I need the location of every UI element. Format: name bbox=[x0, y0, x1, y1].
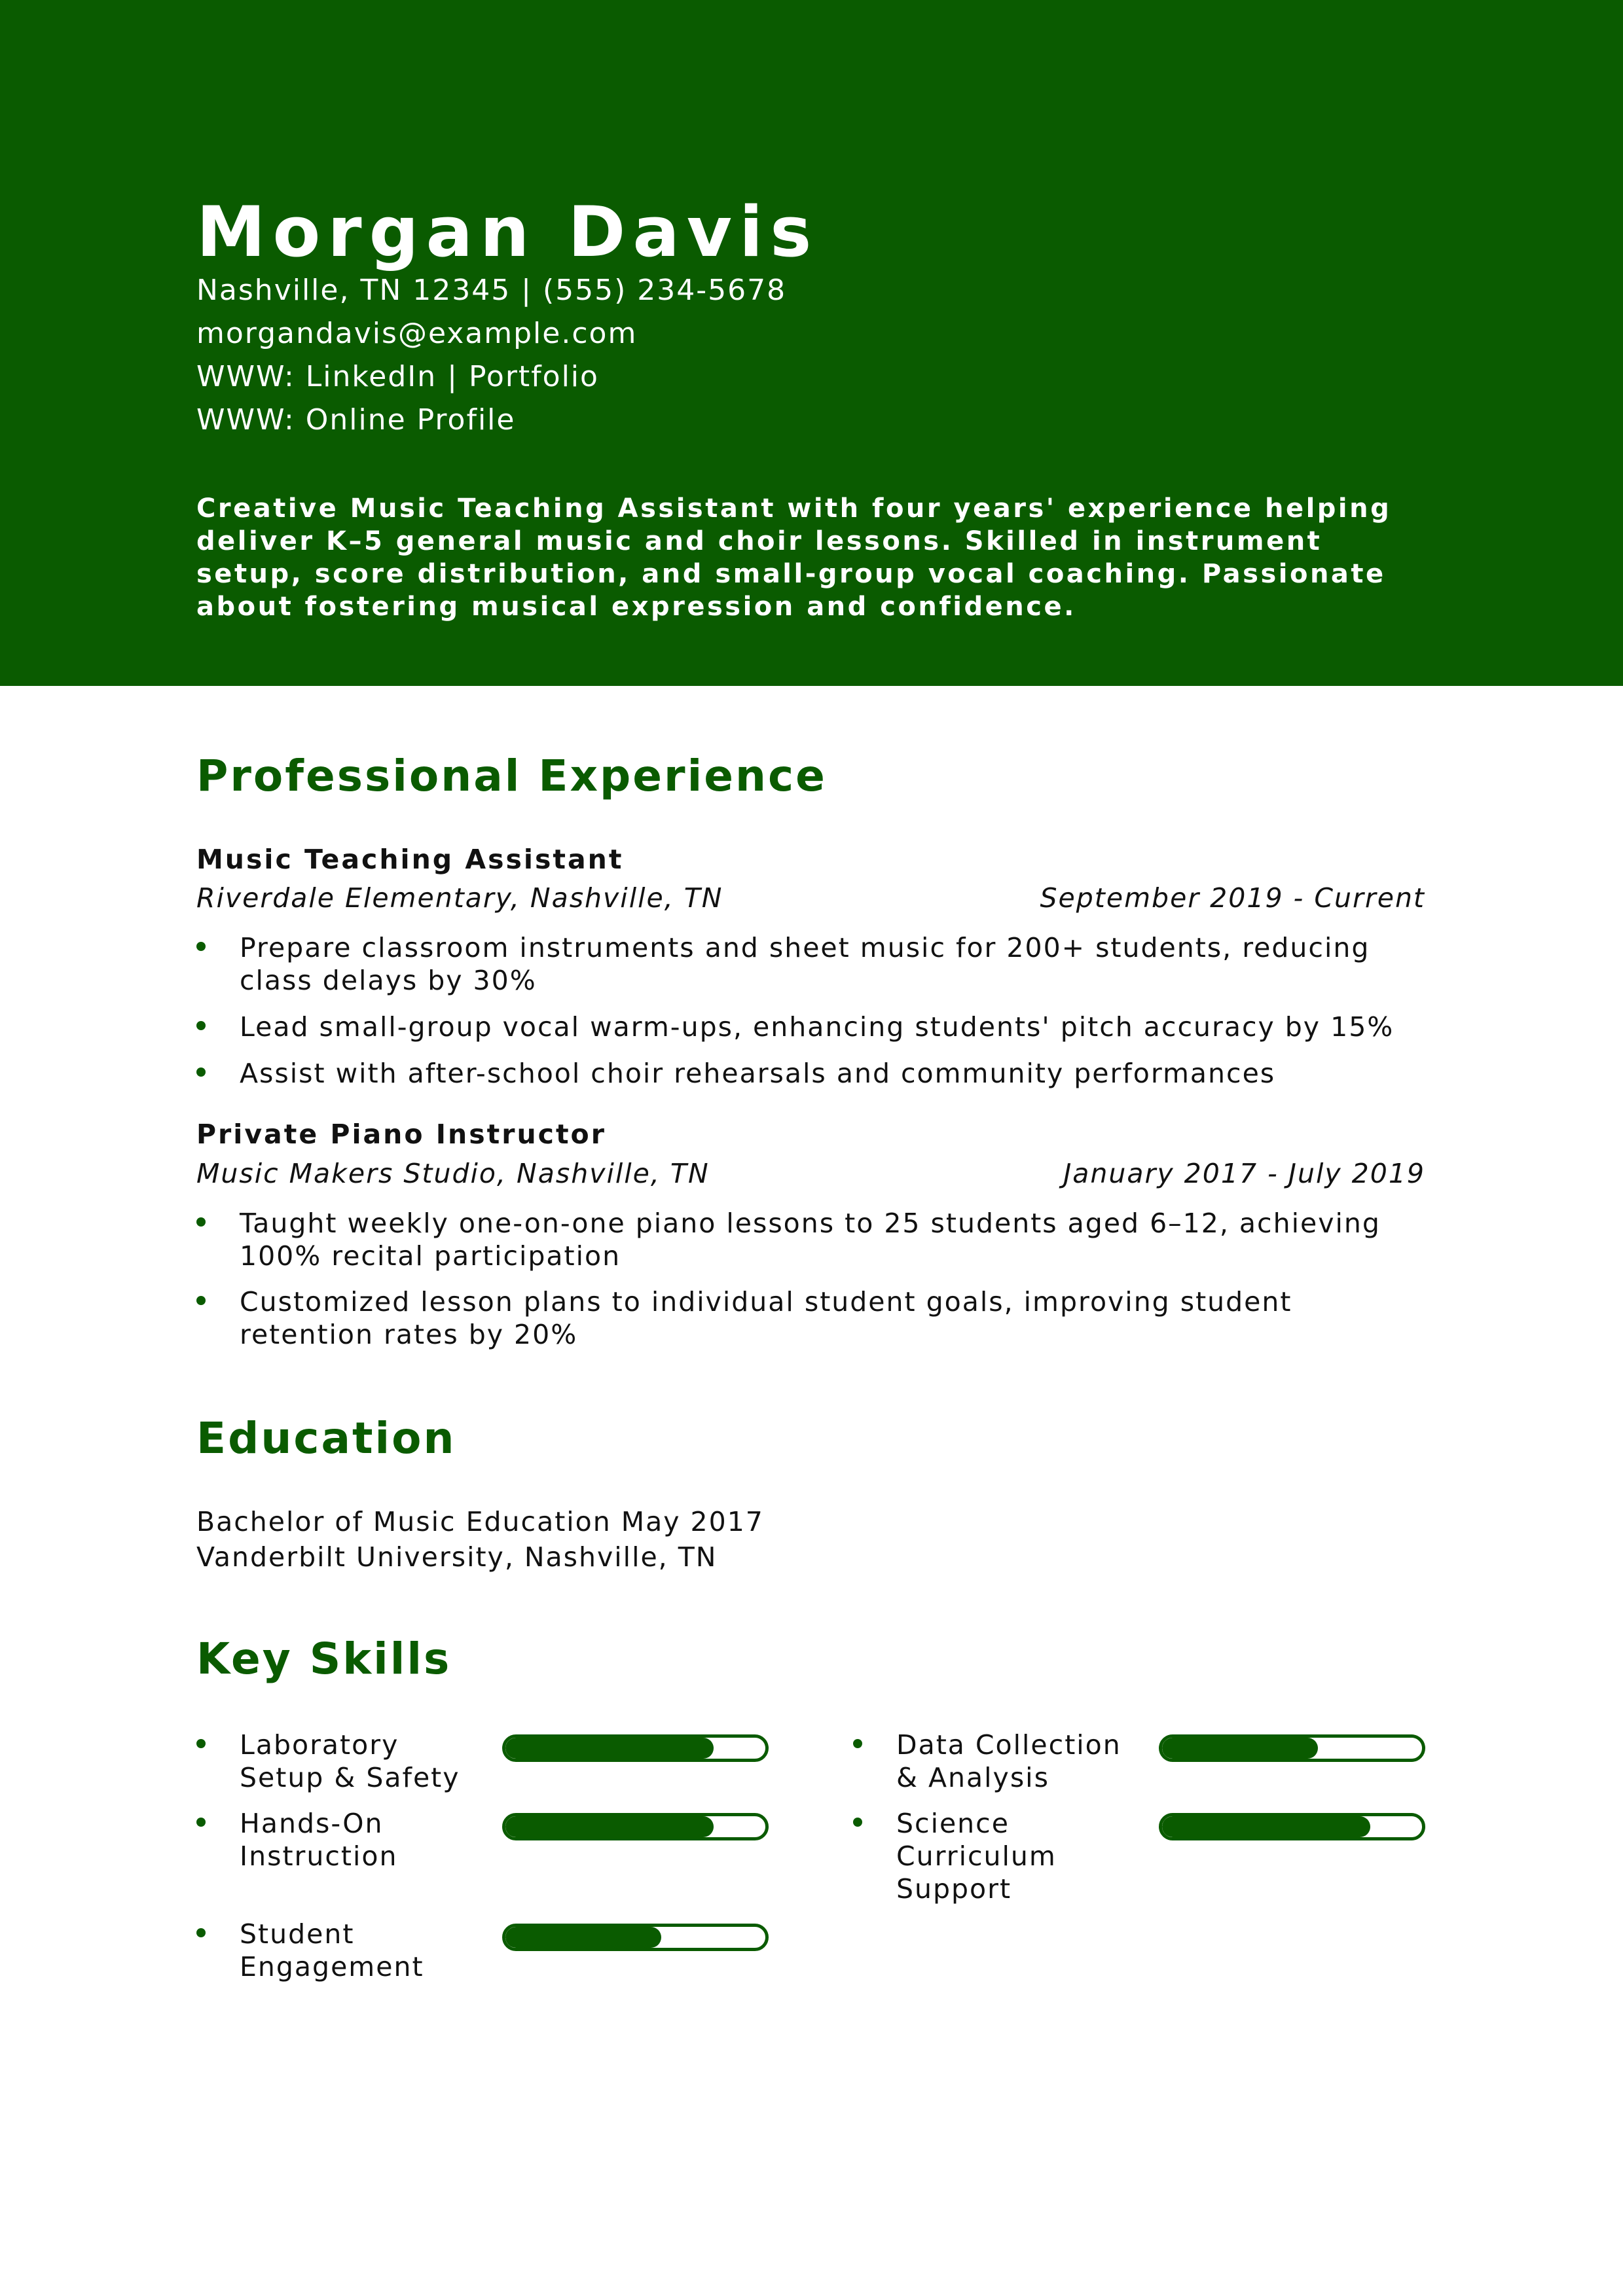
bullet-dot bbox=[853, 1818, 862, 1827]
education-school: Vanderbilt University, Nashville, TN bbox=[196, 1541, 718, 1573]
header-banner bbox=[0, 0, 1623, 686]
skill-level-fill bbox=[505, 1927, 661, 1948]
skill-label: Laboratory Setup & Safety bbox=[240, 1729, 460, 1793]
bullet-dot bbox=[196, 942, 206, 951]
job-dates: January 2017 - July 2019 bbox=[1063, 1158, 1425, 1189]
skills-heading: Key Skills bbox=[196, 1634, 452, 1684]
job-dates: September 2019 - Current bbox=[1040, 882, 1425, 914]
bullet-dot bbox=[196, 1021, 206, 1030]
skill-level-fill bbox=[1162, 1738, 1318, 1759]
www-links[interactable]: WWW: LinkedIn | Portfolio bbox=[196, 360, 599, 393]
skill-label: Hands-On Instruction bbox=[240, 1808, 398, 1872]
skill-level-bar bbox=[1159, 1813, 1425, 1840]
experience-heading: Professional Experience bbox=[196, 751, 827, 801]
bullet-dot bbox=[196, 1928, 206, 1937]
skill-level-fill bbox=[1162, 1816, 1370, 1837]
bullet-text: Prepare classroom instruments and sheet music for 200+ students, reducing class delays by 30% bbox=[240, 932, 1370, 996]
job-bullet bbox=[196, 931, 1427, 997]
job-bullet bbox=[196, 1285, 1427, 1351]
bullet-dot bbox=[853, 1739, 862, 1748]
bullet-dot bbox=[196, 1217, 206, 1227]
job-title: Private Piano Instructor bbox=[196, 1119, 606, 1150]
bullet-text: Taught weekly one-on-one piano lessons to 25 students aged 6–12, achieving 100% recital participation bbox=[240, 1208, 1381, 1272]
professional-summary: Creative Music Teaching Assistant with four years' experience helping deliver K–5 general music and choir lessons. Skilled in instrument setup, score distribution, and small-group vocal coaching. Passionate about fostering musical expression and confidence. bbox=[196, 493, 1392, 622]
skill-level-bar bbox=[1159, 1734, 1425, 1762]
skill-level-bar bbox=[502, 1924, 769, 1951]
skill-label: Student Engagement bbox=[240, 1918, 424, 1982]
bullet-dot bbox=[196, 1739, 206, 1748]
education-heading: Education bbox=[196, 1413, 456, 1463]
bullet-dot bbox=[196, 1296, 206, 1305]
skill-level-bar bbox=[502, 1734, 769, 1762]
job-bullet bbox=[196, 1011, 1427, 1043]
skill-level-bar bbox=[502, 1813, 769, 1840]
email-address[interactable]: morgandavis@example.com bbox=[196, 317, 638, 350]
job-company: Music Makers Studio, Nashville, TN bbox=[196, 1158, 710, 1189]
bullet-text: Customized lesson plans to individual student goals, improving student retention rates by 20% bbox=[240, 1286, 1292, 1350]
job-title: Music Teaching Assistant bbox=[196, 844, 624, 875]
education-degree: Bachelor of Music Education May 2017 bbox=[196, 1506, 764, 1537]
job-bullet bbox=[196, 1057, 1427, 1090]
bullet-text: Assist with after-school choir rehearsals and community performances bbox=[240, 1058, 1276, 1089]
bullet-dot bbox=[196, 1067, 206, 1077]
address-phone: Nashville, TN 12345 | (555) 234-5678 bbox=[196, 274, 787, 307]
skill-label: Data Collection & Analysis bbox=[896, 1729, 1122, 1793]
www-profile[interactable]: WWW: Online Profile bbox=[196, 403, 516, 437]
bullet-dot bbox=[196, 1818, 206, 1827]
job-company: Riverdale Elementary, Nashville, TN bbox=[196, 882, 723, 914]
skill-level-fill bbox=[505, 1738, 714, 1759]
skill-level-fill bbox=[505, 1816, 714, 1837]
candidate-name: Morgan Davis bbox=[196, 192, 819, 272]
bullet-text: Lead small-group vocal warm-ups, enhancing students' pitch accuracy by 15% bbox=[240, 1011, 1395, 1043]
job-bullet bbox=[196, 1207, 1427, 1272]
skill-label: Science Curriculum Support bbox=[896, 1808, 1057, 1905]
